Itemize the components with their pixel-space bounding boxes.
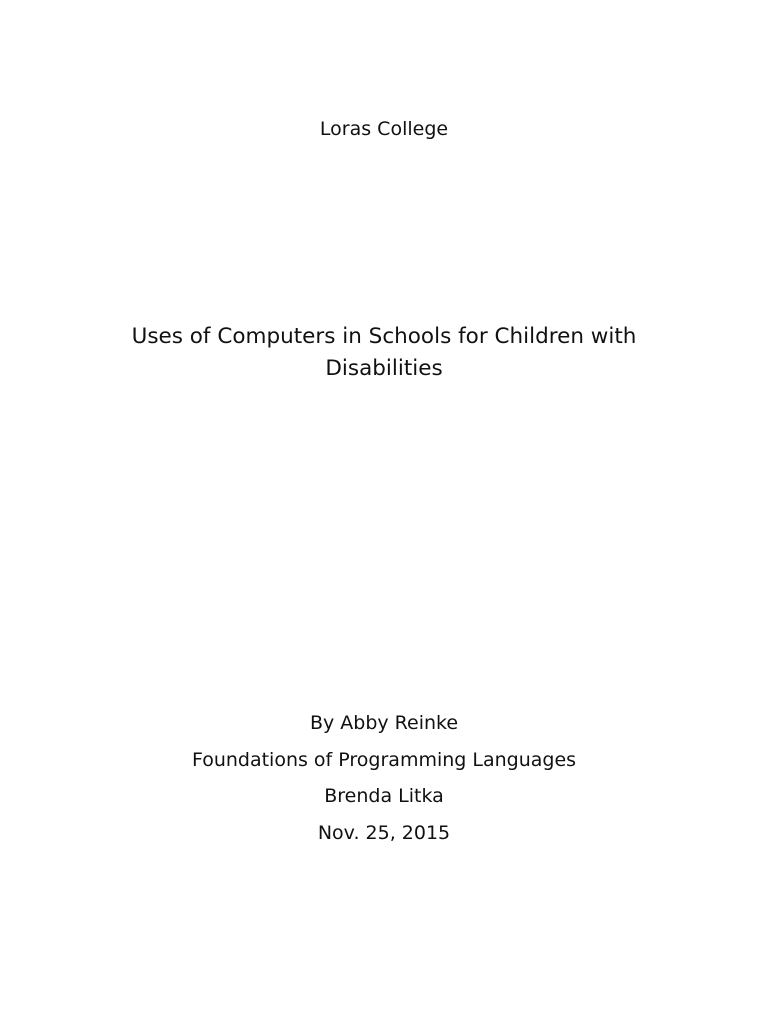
byline-block [0,705,768,851]
author-line: By Abby Reinke [309,712,459,734]
submission-date: Nov. 25, 2015 [317,821,451,844]
instructor-name: Brenda Litka [324,785,444,807]
document-title-line-1: Uses of Computers in Schools for Children with [131,324,637,349]
document-title [0,321,768,385]
institution-name: Loras College [319,118,449,140]
course-name: Foundations of Programming Languages [191,748,577,771]
document-title-line-2: Disabilities [325,356,443,381]
